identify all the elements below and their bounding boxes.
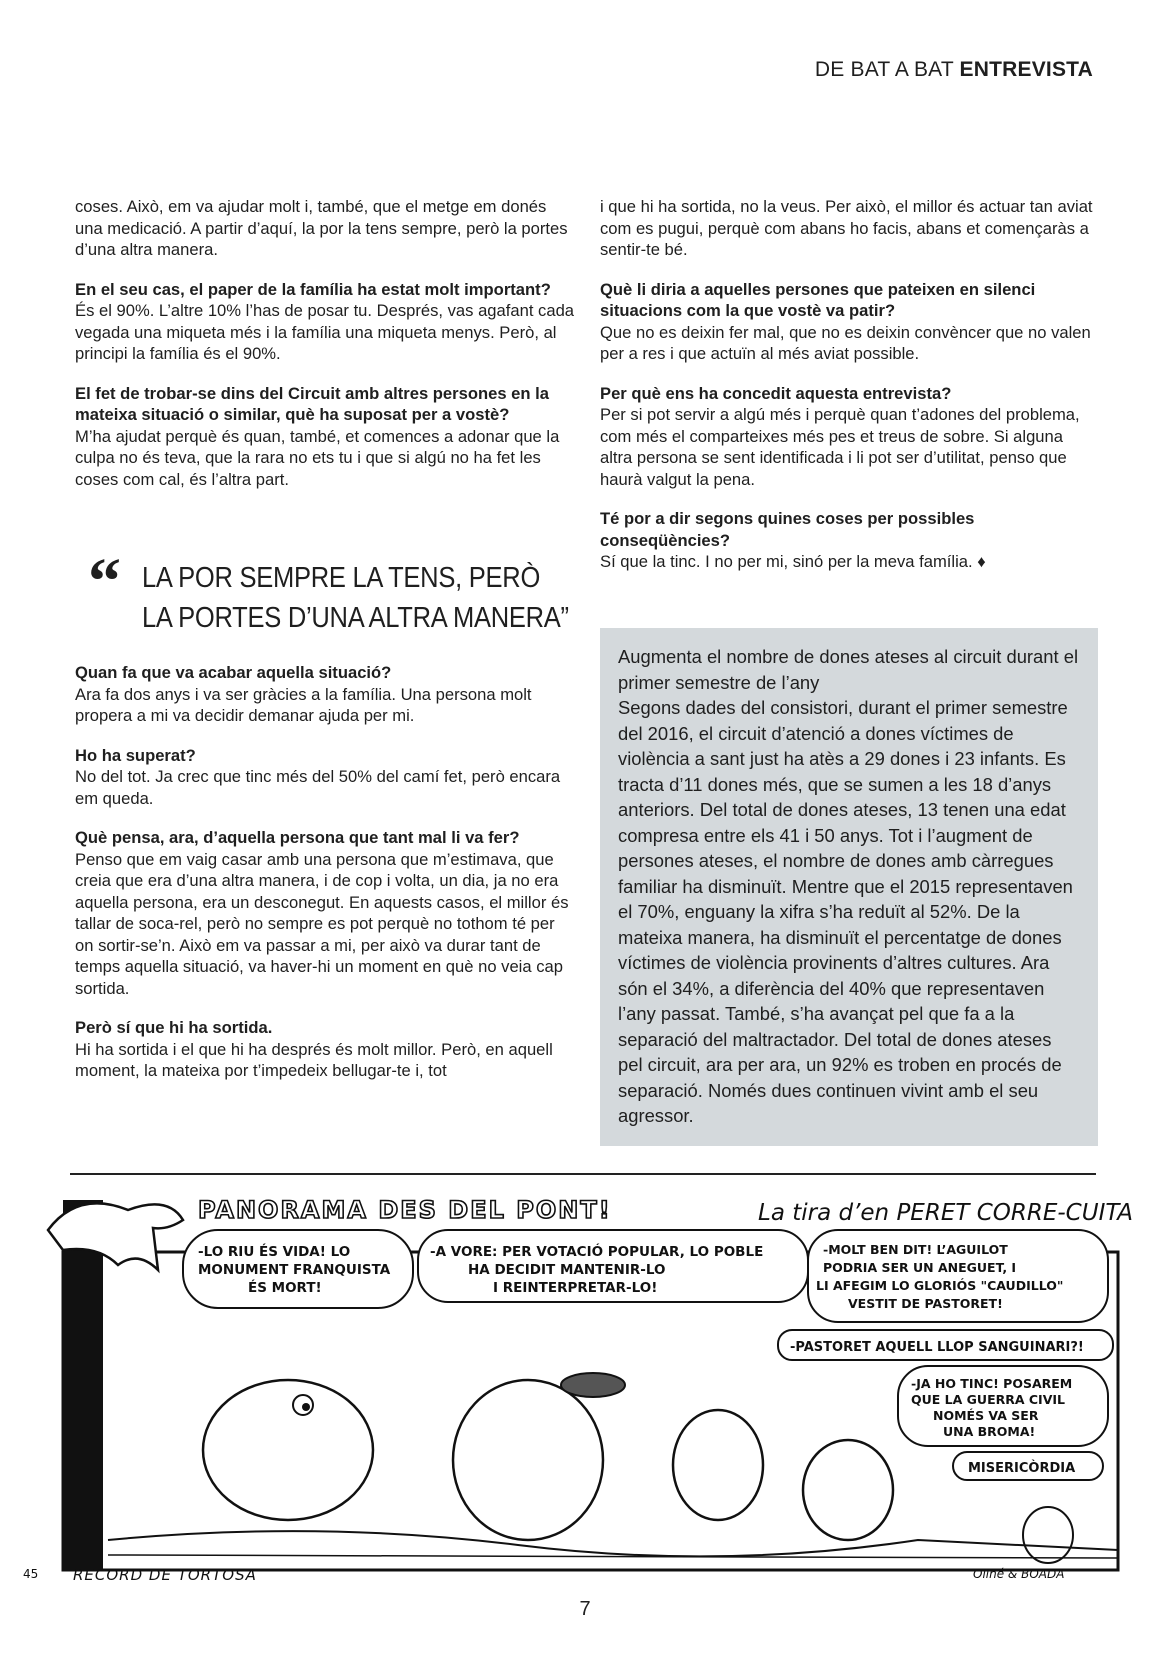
comic-strip bbox=[18, 1190, 1152, 1580]
answer-text: coses. Això, em va ajudar molt i, també, que el metge em donés una medicació. A partir d’aquí, la por la tens sempre, però la portes d’una altra manera. bbox=[75, 197, 568, 259]
qa-block bbox=[600, 508, 1096, 573]
qa-block bbox=[600, 196, 1096, 261]
qa-block bbox=[600, 279, 1096, 365]
bubble-line: QUE LA GUERRA CIVIL bbox=[911, 1392, 1065, 1407]
answer-text: És el 90%. L’altre 10% l’has de posar tu. Després, vas agafant cada vegada una miqueta més i la família una miqueta menys. Però, al principi la família és el 90%. bbox=[75, 301, 575, 363]
comic-signature: Oliné & BOADA bbox=[973, 1567, 1065, 1580]
ground-line bbox=[108, 1531, 1118, 1556]
answer-text: Penso que em vaig casar amb una persona que m’estimava, que creia que era d’una altra manera, i de cop i volta, un dia, ja no era aquella persona, era un desconegut. En aquests casos, el millor és tallar de soca-rel, però no sempre es pot perquè no tothom té per on sortir-se’n. Això em va passar a mi, per això va durar tant de temps aquella situació, va haver-hi un moment en què no veia cap sortida. bbox=[75, 849, 569, 998]
bubble-line: HA DECIDIT MANTENIR-LO bbox=[468, 1262, 666, 1278]
ground-line bbox=[108, 1555, 1118, 1558]
answer-text: Hi ha sortida i el que hi ha després és molt millor. Però, en aquell moment, la mateixa por t’impedeix bellugar-te i, tot bbox=[75, 1039, 553, 1080]
bubble-line: LI AFEGIM LO GLORIÓS "CAUDILLO" bbox=[816, 1278, 1064, 1293]
character-drawing bbox=[803, 1440, 893, 1540]
character-drawing bbox=[1023, 1507, 1073, 1563]
bubble-line: -JA HO TINC! POSAREM bbox=[911, 1376, 1073, 1391]
qa-block bbox=[600, 383, 1096, 491]
header-section: DE BAT A BAT bbox=[814, 58, 954, 81]
bubble-line: UNA BROMA! bbox=[943, 1424, 1036, 1439]
qa-block bbox=[75, 196, 575, 261]
character-drawing bbox=[673, 1410, 763, 1520]
character-drawing bbox=[453, 1380, 603, 1540]
character-drawing bbox=[203, 1380, 373, 1520]
answer-text: i que hi ha sortida, no la veus. Per això, el millor és actuar tan aviat com es pugui, perquè com abans ho facis, abans et començaràs a sentir-te bé. bbox=[600, 197, 1093, 259]
answer-text: Que no es deixin fer mal, que no es deixin convèncer que no valen per a res i que actuïn al més aviat possible. bbox=[600, 322, 1091, 363]
sidebar-box-title: Augmenta el nombre de dones ateses al circuit durant el primer semestre de l’any bbox=[618, 646, 1079, 693]
bubble-line: -MOLT BEN DIT! L’AGUILOT bbox=[823, 1242, 1008, 1257]
character-hat bbox=[561, 1373, 625, 1397]
comic-title: PANORAMA DES DEL PONT! bbox=[198, 1196, 612, 1224]
page-number: 7 bbox=[579, 1598, 591, 1620]
answer-text: M’ha ajudat perquè és quan, també, et comences a adonar que la culpa no és teva, que la rara no ets tu i que si algú no ha fet les coses com cal, és l’altra part. bbox=[75, 426, 560, 489]
question-text: Ho ha superat? bbox=[75, 745, 196, 765]
question-text: Què li diria a aquelles persones que pateixen en silenci situacions com la que vostè va patir? bbox=[600, 279, 1036, 320]
qa-block bbox=[75, 662, 575, 727]
bubble-line: -A VORE: PER VOTACIÓ POPULAR, LO POBLE bbox=[430, 1244, 764, 1260]
question-text: El fet de trobar-se dins del Circuit amb altres persones en la mateixa situació o similar, què ha suposat per a vostè? bbox=[75, 383, 549, 424]
bubble-line: NOMÉS VA SER bbox=[933, 1408, 1039, 1423]
qa-block bbox=[75, 1017, 575, 1082]
qa-block bbox=[75, 745, 575, 810]
qa-block bbox=[75, 279, 575, 365]
question-text: Què pensa, ara, d’aquella persona que tant mal li va fer? bbox=[75, 828, 520, 847]
bubble-line: I REINTERPRETAR-LO! bbox=[493, 1280, 658, 1296]
comic-caption: RECORD DE TORTOSA bbox=[73, 1566, 257, 1580]
bubble-text: MISERICÒRDIA bbox=[968, 1461, 1076, 1476]
qa-block bbox=[75, 827, 575, 999]
comic-corner-number: 45 bbox=[23, 1567, 39, 1580]
comic-subtitle: La tira d’en PERET CORRE-CUITA bbox=[758, 1200, 1134, 1226]
bubble-line: -LO RIU ÉS VIDA! LO bbox=[198, 1244, 351, 1260]
pull-quote-line: LA PORTES D’UNA ALTRA MANERA” bbox=[142, 602, 569, 634]
monument-pillar bbox=[63, 1200, 103, 1570]
answer-text: Per si pot servir a algú més i perquè quan t’adones del problema, com més el comparteixes més pes et treus de sobre. Si alguna altra persona se sent identificada i li pot ser d’utilitat, penso que haurà valgut la pena. bbox=[600, 405, 1080, 489]
divider bbox=[70, 1173, 1096, 1175]
sidebar-box-body: Segons dades del consistori, durant el primer semestre del 2016, el circuit d’atenció a dones víctimes de violència a sant just ha atès a 29 dones i 23 infants. Es tracta d’11 dones més, que se sumen a les 18 d’anys anteriors. Del total de dones ateses, 13 tenen una edat compresa entre els 41 i 50 anys. Tot i l’augment de persones ateses, el nombre de dones amb càrregues familiar ha disminuït. Mentre que el 2015 representaven el 70%, enguany la xifra s’ha reduït al 52%. De la mateixa manera, ha disminuït el percentatge de dones víctimes de violència provinents d’altres cultures. Ara són el 34%, a diferència del 40% que representaven l’any passat. També, s’ha avançat pel que fa a la separació del maltractador. Del total de dones ateses pel circuit, ara per ara, un 92% es troben en procés de separació. Només dues continuen vivint amb el seu agressor. bbox=[618, 697, 1073, 1126]
header-title: ENTREVISTA bbox=[959, 58, 1093, 81]
answer-text: Ara fa dos anys i va ser gràcies a la família. Una persona molt propera a mi va decidir demanar ajuda per mi. bbox=[75, 684, 532, 725]
quote-mark: “ bbox=[88, 545, 121, 618]
sidebar-box bbox=[600, 628, 1098, 1146]
answer-text: No del tot. Ja crec que tinc més del 50% del camí fet, però encara em queda. bbox=[75, 767, 561, 808]
question-text: Quan fa que va acabar aquella situació? bbox=[75, 663, 392, 682]
pull-quote-text bbox=[142, 558, 635, 638]
left-column-lower bbox=[75, 662, 575, 1100]
question-text: En el seu cas, el paper de la família ha estat molt important? bbox=[75, 279, 551, 299]
bubble-line: ÉS MORT! bbox=[248, 1280, 322, 1296]
bubble-line: PODRIA SER UN ANEGUET, I bbox=[823, 1260, 1017, 1275]
pull-quote-line: LA POR SEMPRE LA TENS, PERÒ bbox=[142, 562, 541, 594]
left-column bbox=[75, 196, 575, 508]
bubble-text: -PASTORET AQUELL LLOP SANGUINARI?! bbox=[790, 1340, 1084, 1355]
question-text: Però sí que hi ha sortida. bbox=[75, 1018, 273, 1037]
bubble-line: VESTIT DE PASTORET! bbox=[848, 1296, 1003, 1311]
qa-block bbox=[75, 383, 575, 491]
character-eye bbox=[302, 1403, 310, 1411]
answer-text: Sí que la tinc. I no per mi, sinó per la meva família. ♦ bbox=[600, 552, 986, 571]
pull-quote bbox=[88, 545, 588, 638]
question-text: Per què ens ha concedit aquesta entrevista? bbox=[600, 383, 952, 403]
right-column bbox=[600, 196, 1096, 591]
bubble-line: MONUMENT FRANQUISTA bbox=[198, 1262, 391, 1278]
question-text: Té por a dir segons quines coses per possibles conseqüències? bbox=[600, 509, 975, 550]
page-header bbox=[815, 58, 1093, 82]
